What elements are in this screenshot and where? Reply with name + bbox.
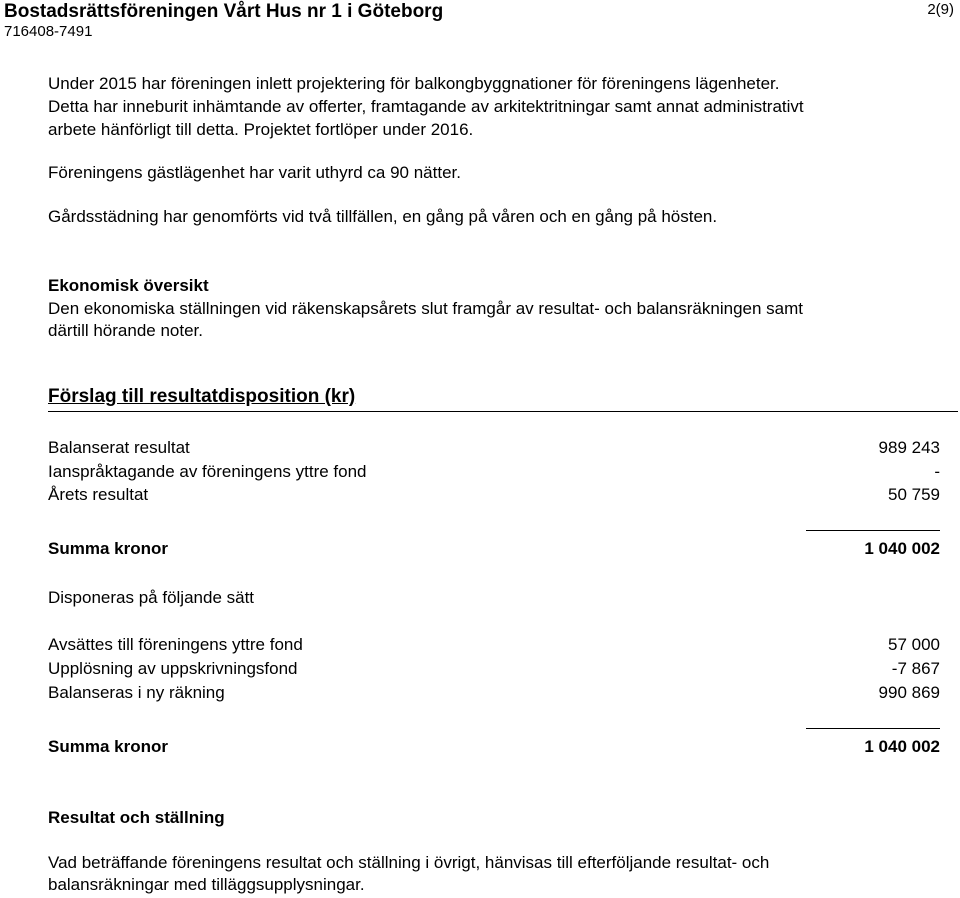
row-value: 989 243	[878, 438, 940, 457]
row-label: Balanserat resultat	[48, 438, 190, 457]
economic-overview-line-2: därtill hörande noter.	[48, 321, 203, 340]
organization-number: 716408-7491	[4, 23, 93, 40]
result-line-1: Vad beträffande föreningens resultat och ställning i övrigt, hänvisas till efterföljande resultat- och	[48, 853, 770, 872]
row-label: Upplösning av uppskrivningsfond	[48, 659, 298, 678]
sum-value: 1 040 002	[864, 737, 940, 756]
row-label: Balanseras i ny räkning	[48, 683, 225, 702]
yard-cleaning-text: Gårdsstädning har genomförts vid två tillfällen, en gång på våren och en gång på hösten.	[48, 207, 718, 226]
result-heading: Resultat och ställning	[48, 808, 225, 827]
intro-line-2: Detta har inneburit inhämtande av offerter, framtagande av arkitektritningar samt annat administrativt	[48, 97, 804, 116]
page-number: 2(9)	[927, 1, 954, 18]
proposal-row-year-result	[48, 484, 940, 506]
intro-line-3: arbete hänförligt till detta. Projektet fortlöper under 2016.	[48, 120, 474, 139]
proposal-sum-2	[48, 736, 940, 758]
sum-label: Summa kronor	[48, 539, 168, 558]
dispose-heading-label: Disponeras på följande sätt	[48, 588, 255, 607]
sum-2-rule	[806, 728, 940, 729]
row-value: -	[934, 462, 940, 481]
sum-1-rule	[806, 530, 940, 531]
proposal-heading-rule	[48, 411, 958, 412]
intro-line-1: Under 2015 har föreningen inlett projektering för balkongbyggnationer för föreningens lägenheter.	[48, 74, 780, 93]
proposal-heading: Förslag till resultatdisposition (kr)	[48, 386, 356, 407]
dispose-heading	[48, 587, 940, 609]
economic-overview-heading: Ekonomisk översikt	[48, 276, 209, 295]
sum-label: Summa kronor	[48, 737, 168, 756]
row-value: 57 000	[888, 635, 940, 654]
proposal-row-outer-fund-use	[48, 461, 940, 483]
proposal-sum-1	[48, 538, 940, 560]
economic-overview-line-1: Den ekonomiska ställningen vid räkenskapsårets slut framgår av resultat- och balansräkningen samt	[48, 299, 803, 318]
dispose-row-outer-fund	[48, 634, 940, 656]
row-label: Ianspråktagande av föreningens yttre fond	[48, 462, 367, 481]
row-label: Årets resultat	[48, 485, 149, 504]
organization-name: Bostadsrättsföreningen Vårt Hus nr 1 i Göteborg	[4, 1, 444, 22]
result-line-2: balansräkningar med tilläggsupplysningar.	[48, 875, 365, 894]
row-value: 990 869	[878, 683, 940, 702]
proposal-row-balanced-result	[48, 437, 940, 459]
row-value: -7 867	[891, 659, 940, 678]
guest-apartment-text: Föreningens gästlägenhet har varit uthyrd ca 90 nätter.	[48, 163, 461, 182]
dispose-row-carried-forward	[48, 682, 940, 704]
dispose-row-revaluation-fund	[48, 658, 940, 680]
sum-value: 1 040 002	[864, 539, 940, 558]
row-value: 50 759	[888, 485, 940, 504]
row-label: Avsättes till föreningens yttre fond	[48, 635, 303, 654]
